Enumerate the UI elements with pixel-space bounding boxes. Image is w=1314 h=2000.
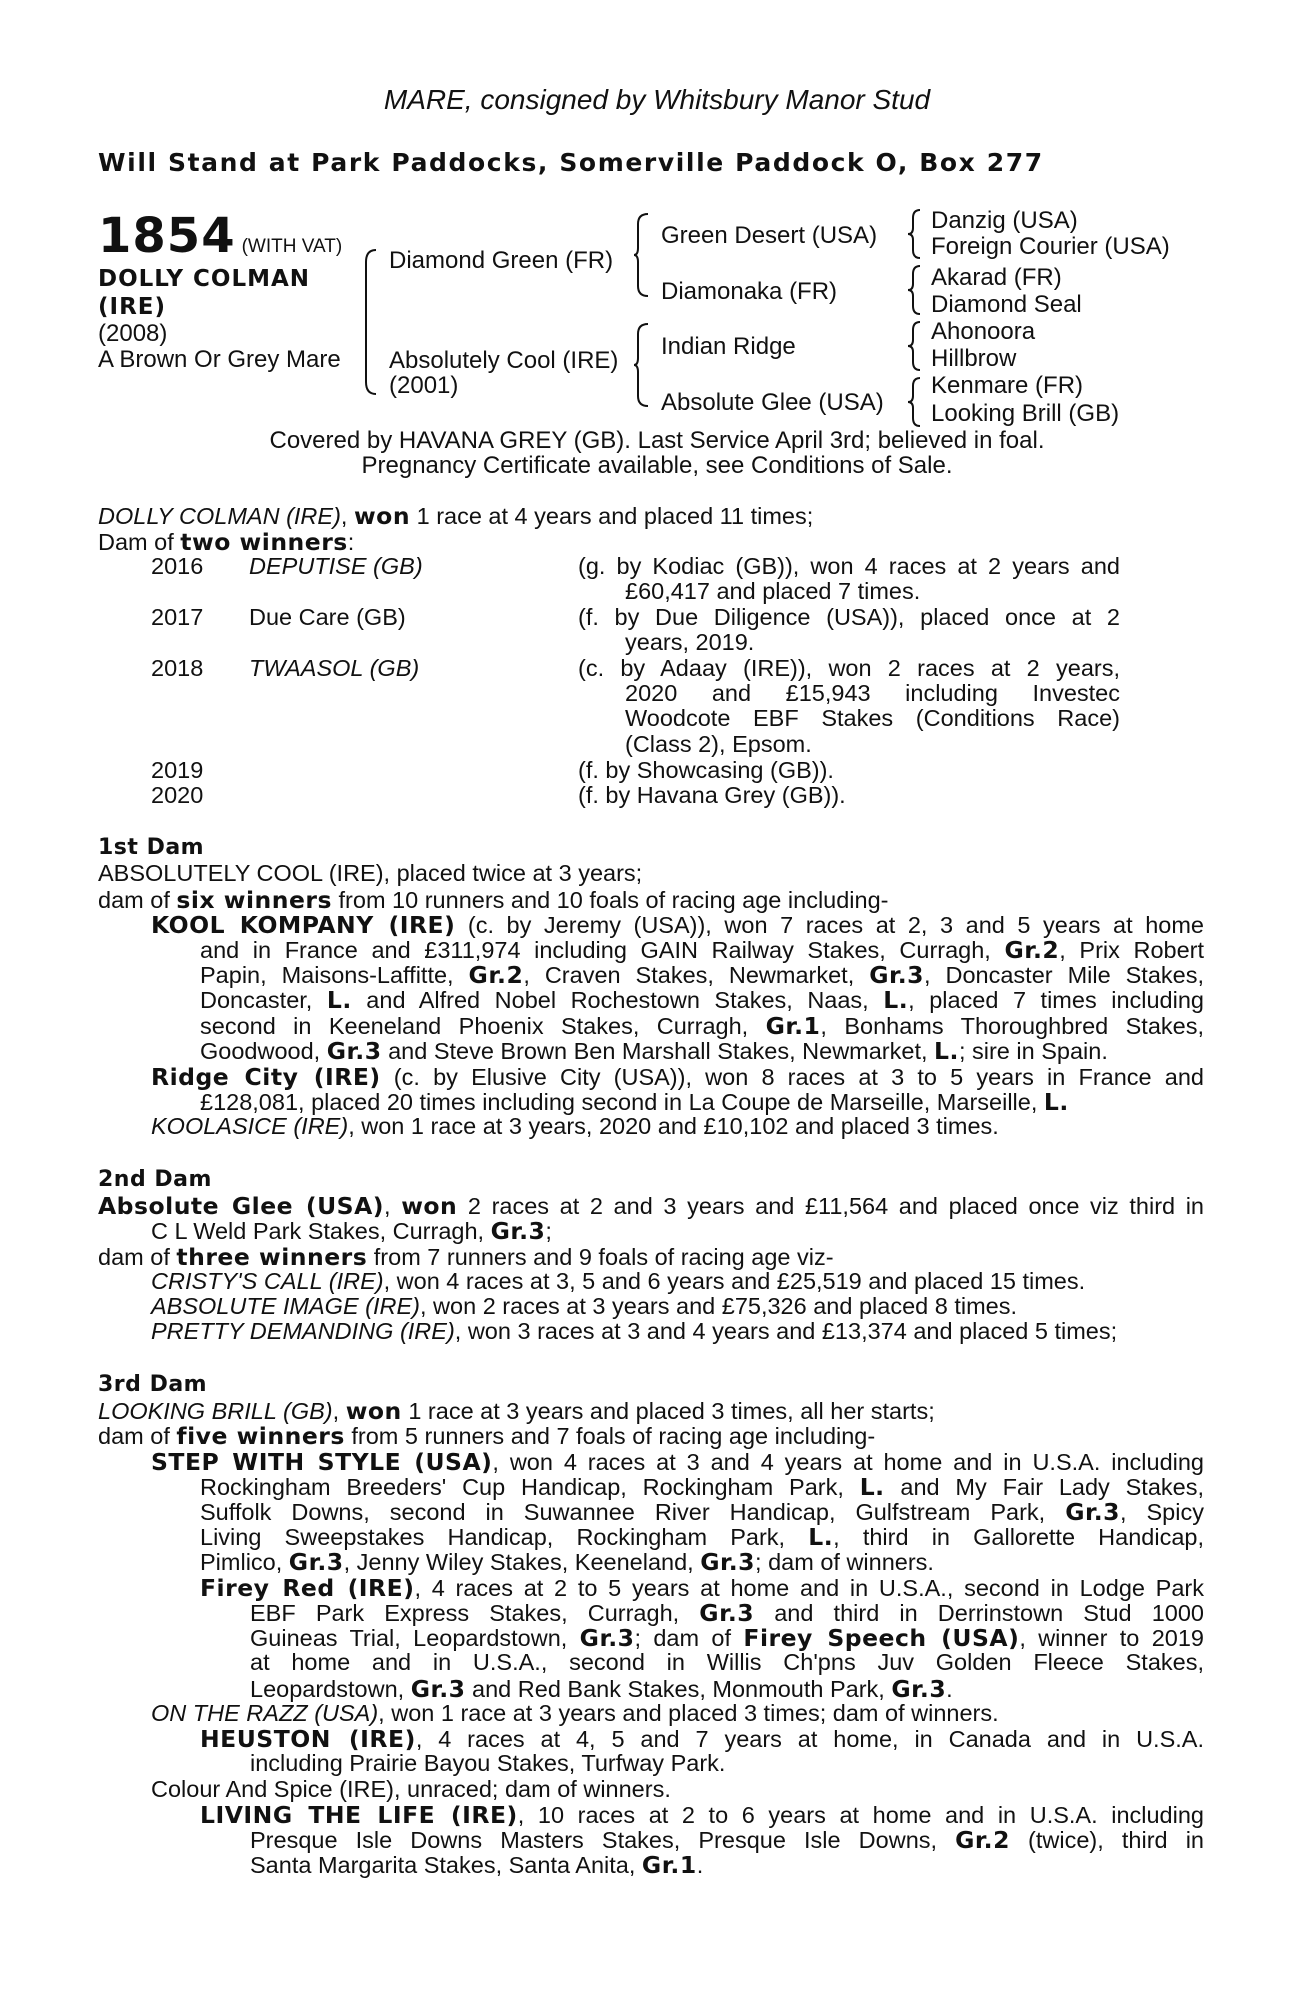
pedigree-dd: Absolute Glee (USA)	[661, 389, 884, 416]
produce-year: 2019	[151, 757, 204, 783]
progeny-heuston: HEUSTON (IRE), 4 races at 4, 5 and 7 years at home, in Canada and in U.S.A.	[200, 1725, 1204, 1753]
progeny-on-the-razz: ON THE RAZZ (USA), won 1 race at 3 years and placed 3 times; dam of winners.	[151, 1700, 999, 1726]
progeny-detail: Papin, Maisons-Laffitte, Gr.2, Craven Stakes, Newmarket, Gr.3, Doncaster Mile Stakes,	[200, 961, 1204, 989]
horse-name: DOLLY COLMAN	[98, 266, 311, 292]
pedigree-brace-sd	[906, 264, 922, 316]
pedigree-brace-ss	[906, 208, 922, 260]
progeny-detail: Santa Margarita Stakes, Santa Anita, Gr.1.	[250, 1851, 704, 1879]
produce-name: TWAASOL (GB)	[249, 655, 420, 681]
progeny-detail: second in Keeneland Phoenix Stakes, Curragh, Gr.1, Bonhams Thoroughbred Stakes,	[200, 1012, 1204, 1040]
progeny-detail: EBF Park Express Stakes, Curragh, Gr.3 and third in Derrinstown Stud 1000	[250, 1599, 1205, 1627]
produce-detail: (g. by Kodiac (GB)), won 4 races at 2 years and	[578, 553, 1120, 579]
progeny-detail: Doncaster, L. and Alfred Nobel Rochestown Stakes, Naas, L., placed 7 times including	[200, 986, 1204, 1014]
pedigree-dds: Kenmare (FR)	[931, 372, 1084, 399]
progeny-absolute-image: ABSOLUTE IMAGE (IRE), won 2 races at 3 years and £75,326 and placed 8 times.	[151, 1293, 1018, 1319]
third-dam-record: LOOKING BRILL (GB), won 1 race at 3 years and placed 3 times, all her starts;	[98, 1397, 935, 1425]
pedigree-sd: Diamonaka (FR)	[661, 278, 838, 305]
pedigree-sss: Danzig (USA)	[931, 207, 1078, 234]
progeny-pretty-demanding: PRETTY DEMANDING (IRE), won 3 races at 3 and 4 years and £13,374 and placed 5 times;	[151, 1318, 1118, 1344]
pedigree-dss: Ahonoora	[931, 318, 1036, 345]
second-dam-heading: 2nd Dam	[98, 1167, 212, 1192]
produce-detail: (c. by Adaay (IRE)), won 2 races at 2 years,	[578, 655, 1120, 681]
progeny-detail: Presque Isle Downs Masters Stakes, Presque Isle Downs, Gr.2 (twice), third in	[250, 1826, 1204, 1854]
produce-year: 2016	[151, 553, 204, 579]
first-dam-record: ABSOLUTELY COOL (IRE), placed twice at 3 years;	[98, 860, 643, 886]
pedigree-sds: Akarad (FR)	[931, 264, 1062, 291]
progeny-detail: and in France and £311,974 including GAIN Railway Stakes, Curragh, Gr.2, Prix Robert	[200, 936, 1205, 964]
progeny-detail: Living Sweepstakes Handicap, Rockingham Park, L., third in Gallorette Handicap,	[200, 1523, 1204, 1551]
covered-line: Covered by HAVANA GREY (GB). Last Service April 3rd; believed in foal.	[269, 427, 1045, 454]
produce-detail: Woodcote EBF Stakes (Conditions Race)	[625, 705, 1120, 731]
first-dam-heading: 1st Dam	[98, 835, 205, 860]
produce-detail: (Class 2), Epsom.	[625, 731, 812, 757]
progeny-firey-red: Firey Red (IRE), 4 races at 2 to 5 years at home and in U.S.A., second in Lodge Park	[200, 1574, 1205, 1602]
progeny-ridge-city: Ridge City (IRE) (c. by Elusive City (USA)), won 8 races at 3 to 5 years in France and	[151, 1063, 1204, 1091]
progeny-step-with-style: STEP WITH STYLE (USA), won 4 races at 3 and 4 years at home and in U.S.A. including	[151, 1448, 1205, 1476]
progeny-detail: Pimlico, Gr.3, Jenny Wiley Stakes, Keeneland, Gr.3; dam of winners.	[200, 1548, 934, 1576]
produce-name: Due Care (GB)	[249, 604, 406, 630]
progeny-detail: Rockingham Breeders' Cup Handicap, Rockingham Park, L. and My Fair Lady Stakes,	[200, 1473, 1204, 1501]
produce-year: 2018	[151, 655, 204, 681]
lot-number: 1854	[98, 208, 236, 264]
second-dam-detail: C L Weld Park Stakes, Curragh, Gr.3;	[151, 1217, 552, 1245]
dam-of-line: Dam of two winners:	[98, 528, 355, 556]
stabling-line: Will Stand at Park Paddocks, Somerville Paddock O, Box 277	[98, 148, 1044, 177]
pedigree-ssd: Foreign Courier (USA)	[931, 233, 1170, 260]
produce-detail: years, 2019.	[625, 629, 755, 655]
pedigree-dam-year: (2001)	[389, 372, 459, 399]
produce-detail: (f. by Due Diligence (USA)), placed once at 2	[578, 604, 1120, 630]
third-dam-heading: 3rd Dam	[98, 1372, 208, 1397]
pregnancy-line: Pregnancy Certificate available, see Conditions of Sale.	[361, 452, 953, 479]
progeny-detail: at home and in U.S.A., second in Willis Ch'pns Juv Golden Fleece Stakes,	[250, 1649, 1204, 1675]
pedigree-ss: Green Desert (USA)	[661, 222, 878, 249]
progeny-kool-kompany: KOOL KOMPANY (IRE) (c. by Jeremy (USA)), won 7 races at 2, 3 and 5 years at home	[151, 911, 1204, 939]
produce-detail: £60,417 and placed 7 times.	[625, 578, 921, 604]
produce-detail: 2020 and £15,943 including Investec	[625, 680, 1120, 706]
pedigree-brace-sire	[634, 212, 650, 298]
horse-year: (2008)	[98, 320, 168, 347]
produce-year: 2020	[151, 782, 204, 808]
progeny-cristys-call: CRISTY'S CALL (IRE), won 4 races at 3, 5 and 6 years and £25,519 and placed 15 times.	[151, 1268, 1086, 1294]
pedigree-ds: Indian Ridge	[661, 333, 796, 360]
pedigree-dam: Absolutely Cool (IRE)	[389, 347, 619, 374]
consignor-line: MARE, consigned by Whitsbury Manor Stud	[383, 84, 931, 115]
pedigree-brace-dd	[906, 376, 922, 428]
mare-record: DOLLY COLMAN (IRE), won 1 race at 4 years and placed 11 times;	[98, 502, 814, 530]
horse-description: A Brown Or Grey Mare	[98, 346, 341, 373]
second-dam-dam-of: dam of three winners from 7 runners and 9 foals of racing age viz-	[98, 1243, 834, 1271]
won-label: won	[353, 502, 411, 530]
progeny-koolasice: KOOLASICE (IRE), won 1 race at 3 years, 2020 and £10,102 and placed 3 times.	[151, 1113, 999, 1139]
progeny-living-the-life: LIVING THE LIFE (IRE), 10 races at 2 to 6 years at home and in U.S.A. including	[200, 1801, 1204, 1829]
progeny-detail: Leopardstown, Gr.3 and Red Bank Stakes, Monmouth Park, Gr.3.	[250, 1675, 953, 1703]
pedigree-brace-main	[362, 248, 378, 396]
produce-name: DEPUTISE (GB)	[249, 553, 423, 579]
pedigree-brace-ds	[906, 320, 922, 372]
horse-name-suffix: (IRE)	[98, 294, 167, 320]
produce-year: 2017	[151, 604, 204, 630]
progeny-colour-and-spice: Colour And Spice (IRE), unraced; dam of winners.	[151, 1776, 671, 1802]
progeny-detail: Goodwood, Gr.3 and Steve Brown Ben Marshall Stakes, Newmarket, L.; sire in Spain.	[200, 1037, 1108, 1065]
progeny-detail: including Prairie Bayou Stakes, Turfway Park.	[250, 1750, 726, 1776]
progeny-detail: £128,081, placed 20 times including second in La Coupe de Marseille, Marseille, L.	[200, 1088, 1069, 1116]
third-dam-dam-of: dam of five winners from 5 runners and 7 foals of racing age including-	[98, 1422, 876, 1450]
pedigree-dsd: Hillbrow	[931, 345, 1017, 372]
progeny-detail: Suffolk Downs, second in Suwannee River Handicap, Gulfstream Park, Gr.3, Spicy	[200, 1498, 1204, 1526]
pedigree-brace-dam	[634, 322, 650, 408]
first-dam-dam-of: dam of six winners from 10 runners and 10 foals of racing age including-	[98, 886, 889, 914]
vat-note: (WITH VAT)	[241, 236, 343, 257]
produce-detail: (f. by Showcasing (GB)).	[578, 757, 834, 783]
produce-detail: (f. by Havana Grey (GB)).	[578, 782, 846, 808]
lot-header	[98, 208, 342, 264]
second-dam-record: Absolute Glee (USA), won 2 races at 2 and 3 years and £11,564 and placed once viz third in	[98, 1192, 1205, 1220]
mare-name: DOLLY COLMAN (IRE)	[98, 503, 341, 529]
pedigree-ddd: Looking Brill (GB)	[931, 400, 1120, 427]
progeny-detail: Guineas Trial, Leopardstown, Gr.3; dam of Firey Speech (USA), winner to 2019	[250, 1624, 1204, 1652]
pedigree-sire: Diamond Green (FR)	[389, 247, 614, 274]
pedigree-sdd: Diamond Seal	[931, 291, 1082, 318]
